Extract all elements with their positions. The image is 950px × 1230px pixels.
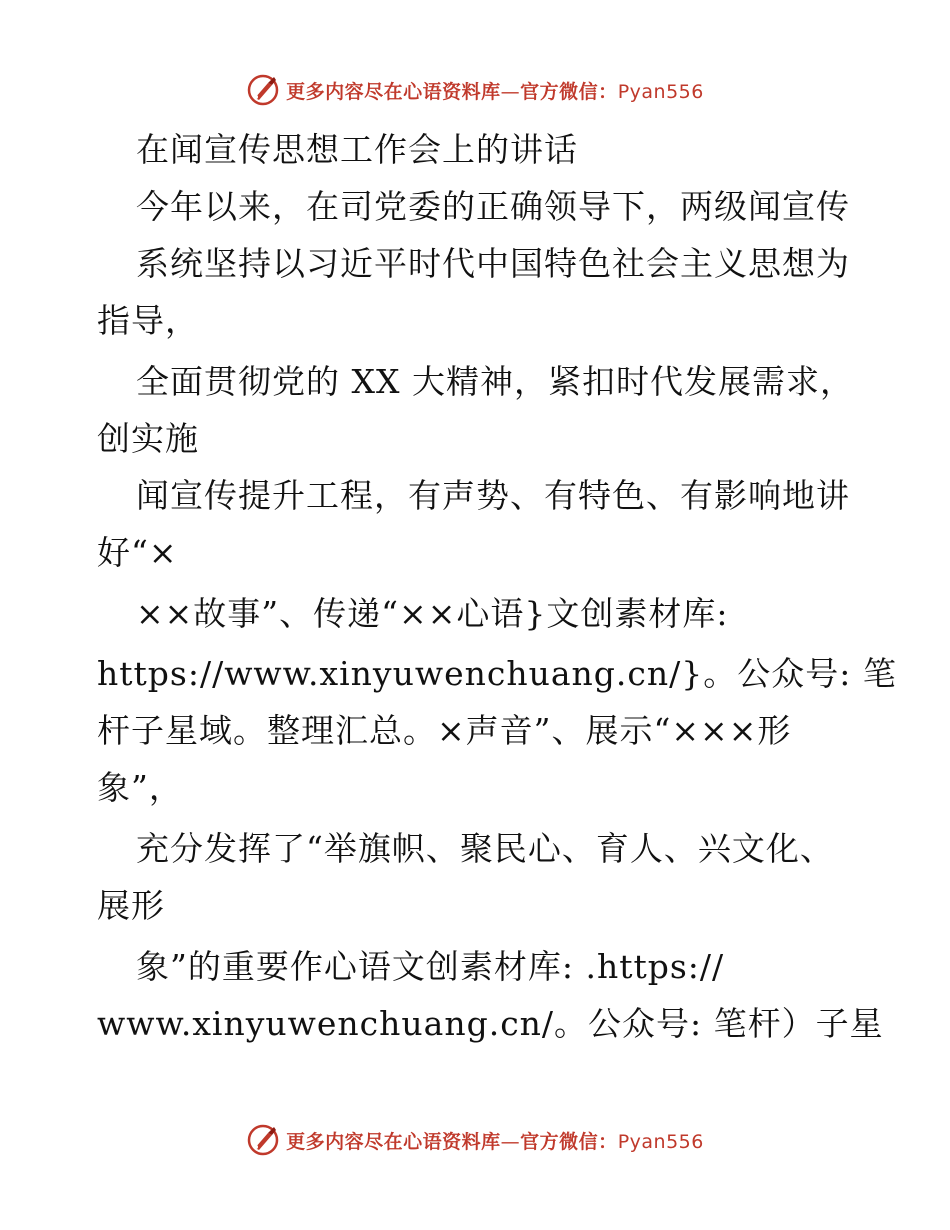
paragraph-line: 展形 <box>97 886 165 925</box>
banner-main-text: 更多内容尽在心语资料库 <box>286 1130 501 1153</box>
paragraph-line: 象”， <box>97 768 183 807</box>
paragraph-line: 闻宣传提升工程，有声势、有特色、有影响地讲 <box>136 476 850 515</box>
document-title: 在闻宣传思想工作会上的讲话 <box>136 130 578 169</box>
paragraph-line: ××故事”、传递“××心语}文创素材库: <box>136 594 729 633</box>
banner-text <box>286 1127 704 1154</box>
paragraph-line: 杆子星域。整理汇总。×声音”、展示“×××形 <box>97 711 792 750</box>
banner-dash: — <box>500 80 521 103</box>
banner-sub-text: 官方微信： <box>520 1130 618 1153</box>
paragraph-line: 全面贯彻党的 XX 大精神，紧扣时代发展需求， <box>136 362 854 401</box>
header-banner <box>0 70 950 110</box>
quill-pen-circle-icon <box>246 1123 280 1157</box>
paragraph-line: 充分发挥了“举旗帜、聚民心、育人、兴文化、 <box>136 829 834 868</box>
footer-banner <box>0 1120 950 1160</box>
paragraph-line: www.xinyuwenchuang.cn/。公众号: 笔杆）子星 <box>97 1004 884 1043</box>
banner-text <box>286 77 704 104</box>
banner-dash: — <box>500 1130 521 1153</box>
paragraph-line: 象”的重要作心语文创素材库: .https:// <box>136 947 725 986</box>
paragraph-line: 好“× <box>97 533 178 572</box>
paragraph-line: https://www.xinyuwenchuang.cn/}。公众号: 笔 <box>97 654 897 693</box>
banner-main-text: 更多内容尽在心语资料库 <box>286 80 501 103</box>
paragraph-line: 系统坚持以习近平时代中国特色社会主义思想为 <box>136 244 850 283</box>
banner-wechat-id: Pyan556 <box>617 1130 704 1153</box>
paragraph-line: 指导， <box>97 301 199 340</box>
quill-pen-circle-icon <box>246 73 280 107</box>
paragraph-line: 今年以来，在司党委的正确领导下，两级闻宣传 <box>136 187 850 226</box>
banner-sub-text: 官方微信： <box>520 80 618 103</box>
paragraph-line: 创实施 <box>97 419 199 458</box>
banner-wechat-id: Pyan556 <box>617 80 704 103</box>
